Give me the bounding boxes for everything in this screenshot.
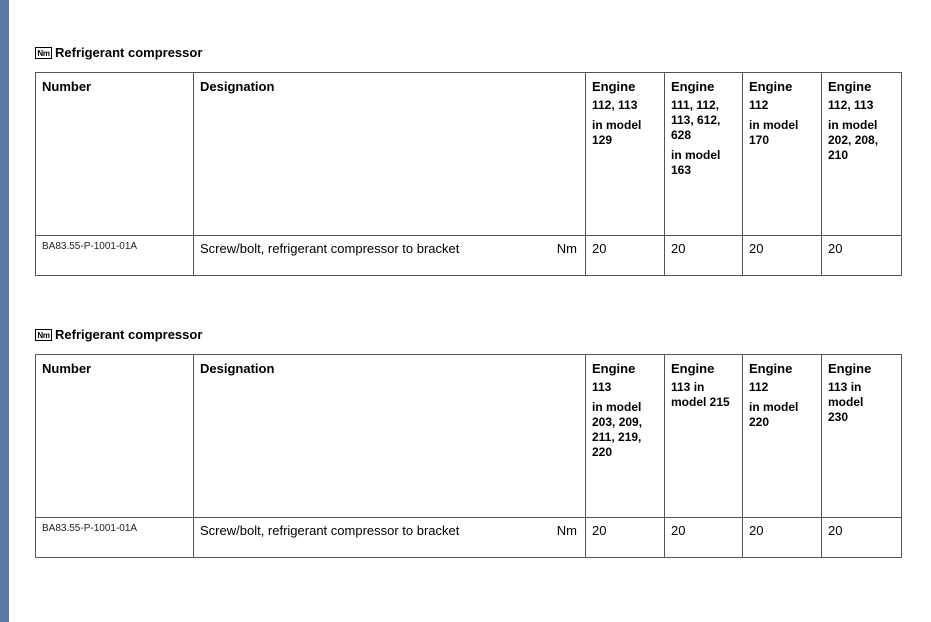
unit-label: Nm xyxy=(556,241,577,256)
left-window-edge xyxy=(0,0,9,622)
header-designation: Designation xyxy=(194,355,586,518)
header-number: Number xyxy=(36,355,194,518)
header-engine-2: Engine 113 in model 215 xyxy=(665,355,743,518)
header-engine-1: Engine 113 in model 203, 209, 211, 219, 220 xyxy=(586,355,665,518)
header-engine-3: Engine 112 in model 220 xyxy=(743,355,822,518)
section-title-text: Refrigerant compressor xyxy=(55,327,203,342)
torque-nm-icon: Nm xyxy=(35,329,52,341)
section-title-1 xyxy=(35,45,202,60)
section-title-text: Refrigerant compressor xyxy=(55,45,203,60)
header-number: Number xyxy=(36,73,194,236)
row-designation: Screw/bolt, refrigerant compressor to bracket Nm xyxy=(194,236,586,276)
torque-nm-icon: Nm xyxy=(35,47,52,59)
row-value-2: 20 xyxy=(665,236,743,276)
row-value-1: 20 xyxy=(586,518,665,558)
row-number: BA83.55-P-1001-01A xyxy=(36,236,194,276)
header-designation: Designation xyxy=(194,73,586,236)
row-value-3: 20 xyxy=(743,236,822,276)
torque-table-1 xyxy=(35,72,902,276)
header-engine-4: Engine 113 in model 230 xyxy=(822,355,902,518)
header-engine-4: Engine 112, 113 in model 202, 208, 210 xyxy=(822,73,902,236)
table-row xyxy=(36,518,902,558)
section-title-2 xyxy=(35,327,202,342)
header-engine-1: Engine 112, 113 in model 129 xyxy=(586,73,665,236)
row-value-4: 20 xyxy=(822,236,902,276)
row-value-3: 20 xyxy=(743,518,822,558)
header-engine-3: Engine 112 in model 170 xyxy=(743,73,822,236)
table-row xyxy=(36,236,902,276)
header-engine-2: Engine 111, 112, 113, 612, 628 in model 163 xyxy=(665,73,743,236)
table-header-row xyxy=(36,73,902,236)
row-number: BA83.55-P-1001-01A xyxy=(36,518,194,558)
unit-label: Nm xyxy=(556,523,577,538)
table-header-row xyxy=(36,355,902,518)
row-value-4: 20 xyxy=(822,518,902,558)
row-designation: Screw/bolt, refrigerant compressor to bracket Nm xyxy=(194,518,586,558)
row-value-2: 20 xyxy=(665,518,743,558)
torque-table-2 xyxy=(35,354,902,558)
row-value-1: 20 xyxy=(586,236,665,276)
